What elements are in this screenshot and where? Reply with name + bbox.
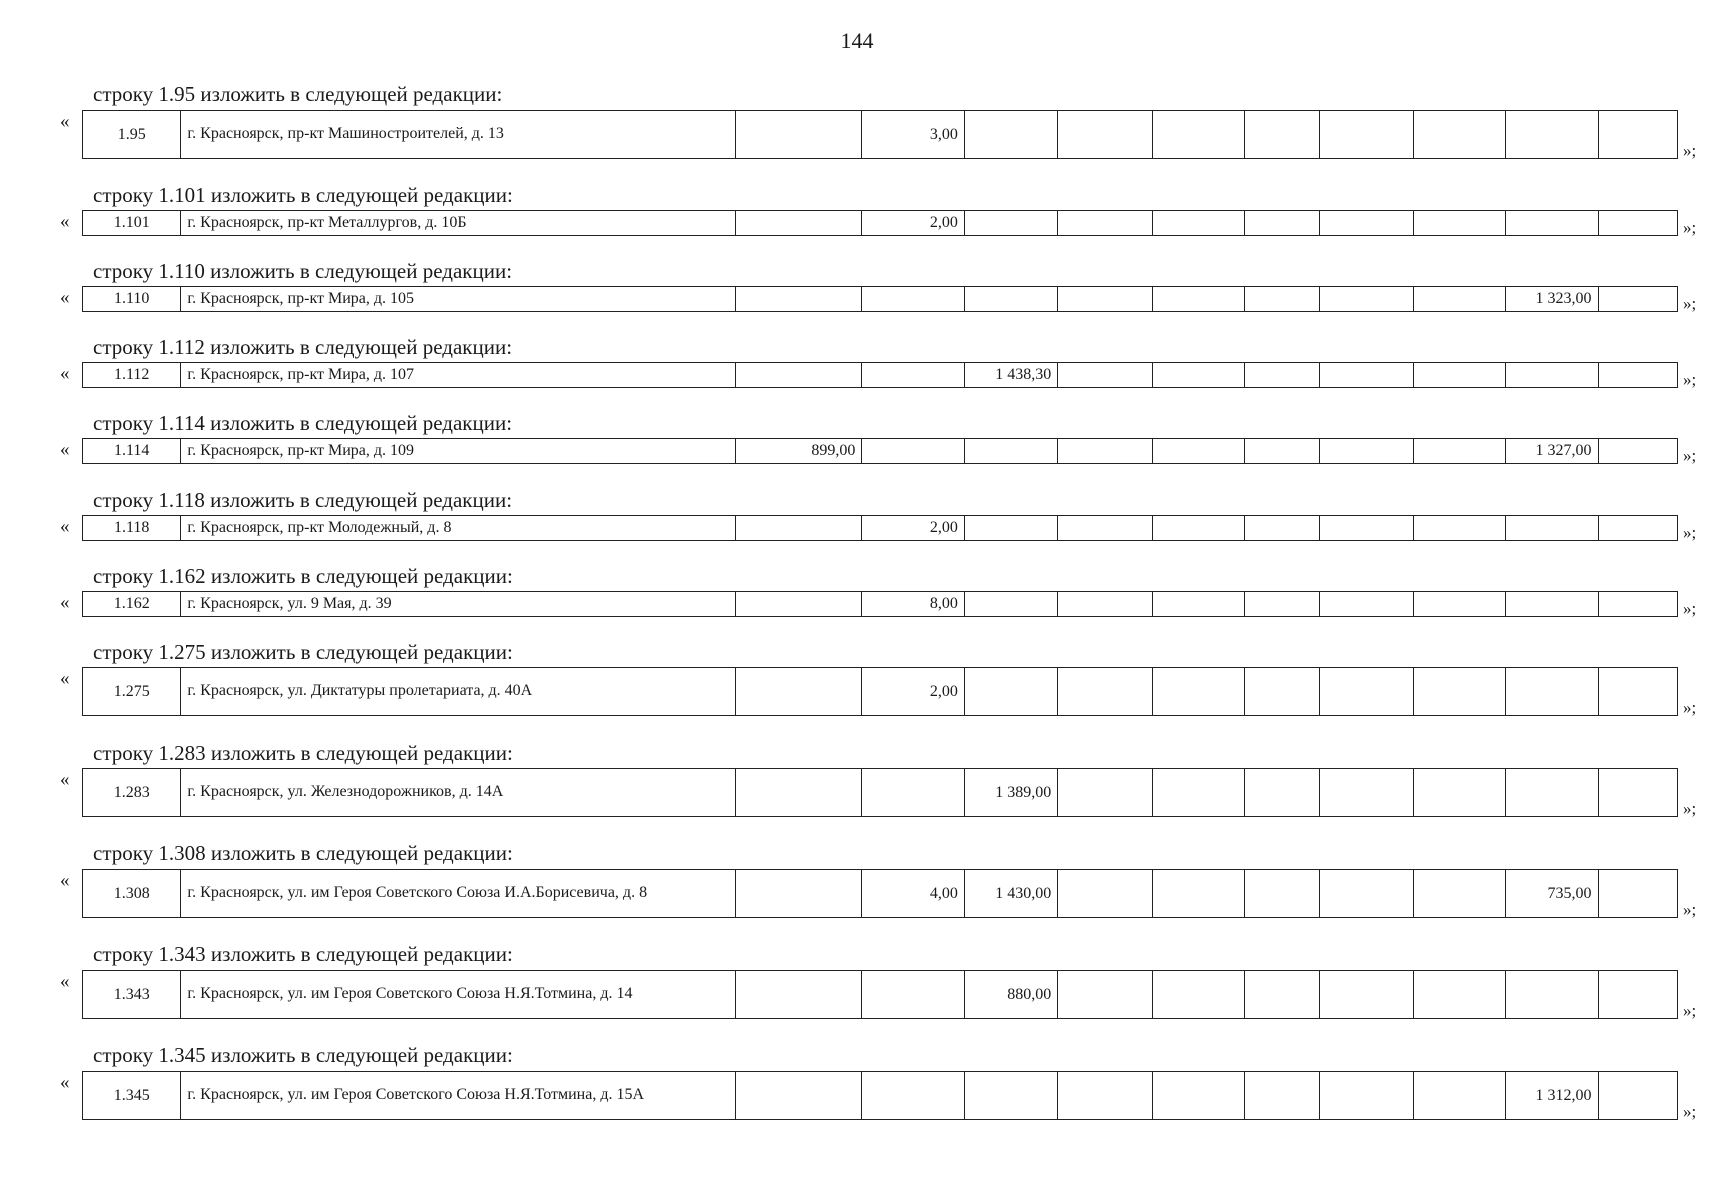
- opening-quote: «: [60, 439, 70, 460]
- section-heading: строку 1.95 изложить в следующей редакции:: [93, 82, 503, 106]
- section-heading: строку 1.112 изложить в следующей редакции:: [93, 335, 513, 359]
- opening-quote: «: [60, 287, 70, 308]
- row-number-cell: 1.101: [83, 211, 181, 236]
- value-cell: [1058, 1072, 1152, 1120]
- value-cell: 3,00: [862, 111, 964, 159]
- value-cell: [1320, 363, 1413, 388]
- amendment-row-table: [82, 1071, 1678, 1120]
- opening-quote: «: [60, 1072, 70, 1093]
- closing-quote: »;: [1683, 446, 1697, 465]
- value-cell: [1598, 769, 1677, 817]
- closing-quote: »;: [1683, 1001, 1697, 1020]
- amendment-row-table: [82, 591, 1678, 617]
- address-cell: г. Красноярск, ул. им Героя Советского Союза Н.Я.Тотмина, д. 14: [181, 971, 735, 1019]
- value-cell: [964, 111, 1057, 159]
- value-cell: [735, 668, 862, 716]
- value-cell: [1058, 870, 1152, 918]
- amendment-row-table: [82, 110, 1678, 159]
- value-cell: 8,00: [862, 592, 964, 617]
- value-cell: [1598, 516, 1677, 541]
- value-cell: [1598, 111, 1677, 159]
- closing-quote: »;: [1683, 141, 1697, 160]
- address-cell: г. Красноярск, пр-кт Молодежный, д. 8: [181, 516, 735, 541]
- row-number-cell: 1.283: [83, 769, 181, 817]
- value-cell: [1413, 870, 1505, 918]
- table-row: [83, 111, 1678, 159]
- row-number-cell: 1.275: [83, 668, 181, 716]
- value-cell: [1506, 668, 1598, 716]
- value-cell: [735, 211, 862, 236]
- value-cell: [862, 971, 964, 1019]
- value-cell: [1152, 870, 1244, 918]
- address-cell: г. Красноярск, ул. 9 Мая, д. 39: [181, 592, 735, 617]
- value-cell: [1152, 516, 1244, 541]
- value-cell: [862, 1072, 964, 1120]
- value-cell: 2,00: [862, 668, 964, 716]
- value-cell: [1245, 363, 1320, 388]
- section-heading: строку 1.343 изложить в следующей редакции:: [93, 942, 513, 966]
- value-cell: [964, 1072, 1057, 1120]
- value-cell: [1152, 111, 1244, 159]
- amendment-row-table: [82, 667, 1678, 716]
- value-cell: [1320, 439, 1413, 464]
- amendment-row-table: [82, 210, 1678, 236]
- address-cell: г. Красноярск, ул. им Героя Советского Союза Н.Я.Тотмина, д. 15А: [181, 1072, 735, 1120]
- value-cell: [1598, 870, 1677, 918]
- value-cell: [1245, 592, 1320, 617]
- value-cell: [1320, 592, 1413, 617]
- opening-quote: «: [60, 870, 70, 891]
- amendment-row-table: [82, 438, 1678, 464]
- value-cell: [1058, 111, 1152, 159]
- value-cell: [862, 769, 964, 817]
- value-cell: [1152, 971, 1244, 1019]
- value-cell: [1058, 211, 1152, 236]
- value-cell: 899,00: [735, 439, 862, 464]
- value-cell: [1413, 111, 1505, 159]
- value-cell: [1245, 439, 1320, 464]
- value-cell: [1152, 668, 1244, 716]
- address-cell: г. Красноярск, ул. им Героя Советского Союза И.А.Борисевича, д. 8: [181, 870, 735, 918]
- value-cell: [1152, 769, 1244, 817]
- row-number-cell: 1.162: [83, 592, 181, 617]
- value-cell: [1152, 1072, 1244, 1120]
- value-cell: [1413, 211, 1505, 236]
- row-number-cell: 1.110: [83, 287, 181, 312]
- value-cell: [1245, 971, 1320, 1019]
- value-cell: [964, 668, 1057, 716]
- value-cell: [1320, 287, 1413, 312]
- row-number-cell: 1.343: [83, 971, 181, 1019]
- value-cell: [1598, 439, 1677, 464]
- address-cell: г. Красноярск, ул. Железнодорожников, д. 14А: [181, 769, 735, 817]
- value-cell: [735, 769, 862, 817]
- value-cell: [735, 592, 862, 617]
- closing-quote: »;: [1683, 1102, 1697, 1121]
- value-cell: [964, 516, 1057, 541]
- value-cell: [1413, 668, 1505, 716]
- value-cell: [1245, 287, 1320, 312]
- value-cell: [1245, 211, 1320, 236]
- row-number-cell: 1.345: [83, 1072, 181, 1120]
- value-cell: [735, 516, 862, 541]
- closing-quote: »;: [1683, 370, 1697, 389]
- table-row: [83, 439, 1678, 464]
- value-cell: [1320, 211, 1413, 236]
- section-heading: строку 1.162 изложить в следующей редакции:: [93, 564, 513, 588]
- row-number-cell: 1.95: [83, 111, 181, 159]
- value-cell: [1506, 211, 1598, 236]
- closing-quote: »;: [1683, 599, 1697, 618]
- amendment-row-table: [82, 869, 1678, 918]
- table-row: [83, 870, 1678, 918]
- value-cell: [1320, 1072, 1413, 1120]
- opening-quote: «: [60, 516, 70, 537]
- value-cell: [1506, 769, 1598, 817]
- value-cell: [862, 439, 964, 464]
- value-cell: [964, 287, 1057, 312]
- value-cell: [1058, 592, 1152, 617]
- table-row: [83, 363, 1678, 388]
- value-cell: [862, 363, 964, 388]
- amendment-row-table: [82, 286, 1678, 312]
- value-cell: 4,00: [862, 870, 964, 918]
- table-row: [83, 769, 1678, 817]
- value-cell: [1413, 592, 1505, 617]
- value-cell: [1320, 971, 1413, 1019]
- value-cell: [1058, 439, 1152, 464]
- address-cell: г. Красноярск, ул. Диктатуры пролетариата, д. 40А: [181, 668, 735, 716]
- value-cell: [735, 287, 862, 312]
- value-cell: [1506, 516, 1598, 541]
- value-cell: [1598, 363, 1677, 388]
- amendment-row-table: [82, 768, 1678, 817]
- value-cell: [735, 363, 862, 388]
- section-heading: строку 1.275 изложить в следующей редакции:: [93, 640, 513, 664]
- section-heading: строку 1.110 изложить в следующей редакции:: [93, 259, 513, 283]
- value-cell: [1598, 211, 1677, 236]
- value-cell: [862, 287, 964, 312]
- address-cell: г. Красноярск, пр-кт Мира, д. 107: [181, 363, 735, 388]
- value-cell: 1 438,30: [964, 363, 1057, 388]
- value-cell: [1058, 971, 1152, 1019]
- value-cell: [1152, 287, 1244, 312]
- value-cell: [1058, 516, 1152, 541]
- value-cell: 1 430,00: [964, 870, 1057, 918]
- opening-quote: «: [60, 769, 70, 790]
- value-cell: [1245, 668, 1320, 716]
- section-heading: строку 1.345 изложить в следующей редакции:: [93, 1043, 513, 1067]
- value-cell: [1413, 516, 1505, 541]
- value-cell: [1413, 1072, 1505, 1120]
- value-cell: 735,00: [1506, 870, 1598, 918]
- value-cell: [1598, 1072, 1677, 1120]
- value-cell: [1152, 363, 1244, 388]
- table-row: [83, 211, 1678, 236]
- value-cell: [1245, 870, 1320, 918]
- opening-quote: «: [60, 592, 70, 613]
- address-cell: г. Красноярск, пр-кт Металлургов, д. 10Б: [181, 211, 735, 236]
- amendment-row-table: [82, 362, 1678, 388]
- value-cell: [1413, 363, 1505, 388]
- section-heading: строку 1.101 изложить в следующей редакции:: [93, 183, 513, 207]
- value-cell: [964, 592, 1057, 617]
- value-cell: [1058, 769, 1152, 817]
- section-heading: строку 1.308 изложить в следующей редакции:: [93, 841, 513, 865]
- row-number-cell: 1.114: [83, 439, 181, 464]
- value-cell: [1598, 592, 1677, 617]
- value-cell: [735, 111, 862, 159]
- value-cell: [1245, 111, 1320, 159]
- value-cell: [1320, 870, 1413, 918]
- value-cell: [1058, 287, 1152, 312]
- value-cell: [1320, 668, 1413, 716]
- value-cell: [1413, 287, 1505, 312]
- table-row: [83, 287, 1678, 312]
- value-cell: [1598, 971, 1677, 1019]
- value-cell: [1245, 516, 1320, 541]
- closing-quote: »;: [1683, 799, 1697, 818]
- value-cell: [735, 870, 862, 918]
- value-cell: 2,00: [862, 516, 964, 541]
- value-cell: [1320, 516, 1413, 541]
- section-heading: строку 1.114 изложить в следующей редакции:: [93, 411, 513, 435]
- value-cell: [1152, 439, 1244, 464]
- value-cell: [1506, 971, 1598, 1019]
- address-cell: г. Красноярск, пр-кт Машиностроителей, д. 13: [181, 111, 735, 159]
- value-cell: [1320, 111, 1413, 159]
- value-cell: [1413, 971, 1505, 1019]
- table-row: [83, 668, 1678, 716]
- opening-quote: «: [60, 971, 70, 992]
- page-number: 144: [840, 28, 874, 53]
- section-heading: строку 1.283 изложить в следующей редакции:: [93, 741, 513, 765]
- address-cell: г. Красноярск, пр-кт Мира, д. 105: [181, 287, 735, 312]
- value-cell: 1 389,00: [964, 769, 1057, 817]
- value-cell: [964, 211, 1057, 236]
- table-row: [83, 1072, 1678, 1120]
- value-cell: [1058, 363, 1152, 388]
- value-cell: 880,00: [964, 971, 1057, 1019]
- row-number-cell: 1.118: [83, 516, 181, 541]
- value-cell: [1245, 1072, 1320, 1120]
- value-cell: 1 323,00: [1506, 287, 1598, 312]
- value-cell: [1245, 769, 1320, 817]
- value-cell: 1 312,00: [1506, 1072, 1598, 1120]
- value-cell: [1413, 439, 1505, 464]
- value-cell: [735, 1072, 862, 1120]
- value-cell: [1320, 769, 1413, 817]
- closing-quote: »;: [1683, 698, 1697, 717]
- row-number-cell: 1.308: [83, 870, 181, 918]
- section-heading: строку 1.118 изложить в следующей редакции:: [93, 488, 513, 512]
- closing-quote: »;: [1683, 218, 1697, 237]
- row-number-cell: 1.112: [83, 363, 181, 388]
- amendment-row-table: [82, 970, 1678, 1019]
- opening-quote: «: [60, 668, 70, 689]
- value-cell: 1 327,00: [1506, 439, 1598, 464]
- value-cell: [1506, 363, 1598, 388]
- value-cell: [1506, 111, 1598, 159]
- table-row: [83, 592, 1678, 617]
- value-cell: [1506, 592, 1598, 617]
- closing-quote: »;: [1683, 523, 1697, 542]
- value-cell: 2,00: [862, 211, 964, 236]
- closing-quote: »;: [1683, 294, 1697, 313]
- address-cell: г. Красноярск, пр-кт Мира, д. 109: [181, 439, 735, 464]
- value-cell: [1058, 668, 1152, 716]
- table-row: [83, 516, 1678, 541]
- value-cell: [1152, 211, 1244, 236]
- opening-quote: «: [60, 211, 70, 232]
- value-cell: [1413, 769, 1505, 817]
- value-cell: [1598, 287, 1677, 312]
- value-cell: [964, 439, 1057, 464]
- opening-quote: «: [60, 363, 70, 384]
- value-cell: [1152, 592, 1244, 617]
- opening-quote: «: [60, 111, 70, 132]
- table-row: [83, 971, 1678, 1019]
- closing-quote: »;: [1683, 900, 1697, 919]
- value-cell: [1598, 668, 1677, 716]
- value-cell: [735, 971, 862, 1019]
- amendment-row-table: [82, 515, 1678, 541]
